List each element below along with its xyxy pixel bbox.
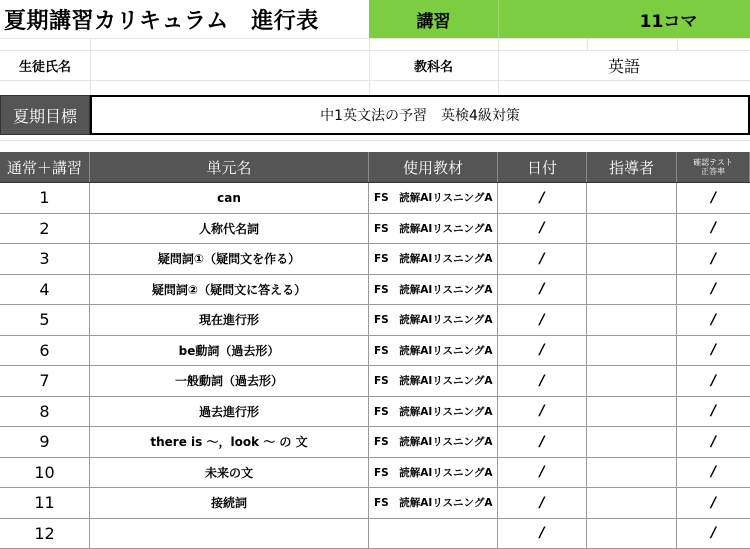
table-row <box>0 519 750 549</box>
summer-goal-text[interactable]: 中1英文法の予習 英検4級対策 <box>90 95 750 135</box>
instructor-cell[interactable] <box>587 214 677 244</box>
instructor-cell[interactable] <box>587 336 677 366</box>
material-cell[interactable]: FS 読解AIリスニングA <box>369 183 498 213</box>
test-score-cell[interactable]: / <box>677 397 750 427</box>
date-cell[interactable]: / <box>498 244 587 274</box>
student-name-field[interactable] <box>90 50 369 80</box>
test-score-cell[interactable]: / <box>677 427 750 457</box>
material-cell[interactable]: FS 読解AIリスニングA <box>369 244 498 274</box>
test-score-cell[interactable]: / <box>677 458 750 488</box>
instructor-cell[interactable] <box>587 488 677 518</box>
instructor-cell[interactable] <box>587 397 677 427</box>
lesson-number-cell: 11 <box>0 488 90 518</box>
sheet-gridline <box>587 38 588 50</box>
unit-name-cell[interactable]: 接続詞 <box>90 488 369 518</box>
subject-label: 教科名 <box>369 50 498 80</box>
test-score-cell[interactable]: / <box>677 519 750 549</box>
unit-name-cell[interactable]: 疑問詞②（疑問文に答える） <box>90 275 369 305</box>
date-cell[interactable]: / <box>498 275 587 305</box>
material-cell[interactable]: FS 読解AIリスニングA <box>369 305 498 335</box>
course-type-label: 講習 <box>369 0 498 38</box>
instructor-cell[interactable] <box>587 305 677 335</box>
lesson-number-cell: 2 <box>0 214 90 244</box>
test-score-cell[interactable]: / <box>677 488 750 518</box>
date-cell[interactable]: / <box>498 519 587 549</box>
unit-name-cell[interactable]: 過去進行形 <box>90 397 369 427</box>
instructor-cell[interactable] <box>587 458 677 488</box>
subject-value[interactable]: 英語 <box>498 50 750 80</box>
student-name-label: 生徒氏名 <box>0 50 90 80</box>
date-cell[interactable]: / <box>498 366 587 396</box>
test-score-cell[interactable]: / <box>677 305 750 335</box>
material-cell[interactable]: FS 読解AIリスニングA <box>369 275 498 305</box>
date-cell[interactable]: / <box>498 305 587 335</box>
table-row <box>0 336 750 367</box>
unit-name-cell[interactable]: there is ～，look ～ の 文 <box>90 427 369 457</box>
lesson-number-cell: 8 <box>0 397 90 427</box>
material-cell[interactable]: FS 読解AIリスニングA <box>369 397 498 427</box>
test-score-cell[interactable]: / <box>677 366 750 396</box>
test-score-cell[interactable]: / <box>677 244 750 274</box>
instructor-cell[interactable] <box>587 519 677 549</box>
header-unit-name: 単元名 <box>90 152 369 182</box>
unit-name-cell[interactable]: 疑問詞①（疑問文を作る） <box>90 244 369 274</box>
sheet-gridline <box>0 38 750 39</box>
instructor-cell[interactable] <box>587 366 677 396</box>
lesson-number-cell: 6 <box>0 336 90 366</box>
unit-name-cell[interactable]: can <box>90 183 369 213</box>
lesson-number-cell: 4 <box>0 275 90 305</box>
header-test-score <box>677 152 750 182</box>
test-score-cell[interactable]: / <box>677 183 750 213</box>
material-cell[interactable]: FS 読解AIリスニングA <box>369 488 498 518</box>
table-row <box>0 427 750 458</box>
page-title: 夏期講習カリキュラム 進行表 <box>4 4 319 35</box>
header-instructor: 指導者 <box>587 152 677 182</box>
test-score-cell[interactable]: / <box>677 336 750 366</box>
table-row <box>0 488 750 519</box>
lesson-number-cell: 12 <box>0 519 90 549</box>
material-cell[interactable] <box>369 519 498 549</box>
material-cell[interactable]: FS 読解AIリスニングA <box>369 366 498 396</box>
unit-name-cell[interactable]: 一般動詞（過去形） <box>90 366 369 396</box>
material-cell[interactable]: FS 読解AIリスニングA <box>369 336 498 366</box>
header-test-line2: 正答率 <box>701 167 725 176</box>
summer-goal-label: 夏期目標 <box>0 95 90 135</box>
test-score-cell[interactable]: / <box>677 214 750 244</box>
date-cell[interactable]: / <box>498 336 587 366</box>
unit-name-cell[interactable]: 未来の文 <box>90 458 369 488</box>
material-cell[interactable]: FS 読解AIリスニングA <box>369 427 498 457</box>
table-row <box>0 305 750 336</box>
instructor-cell[interactable] <box>587 427 677 457</box>
unit-name-cell[interactable] <box>90 519 369 549</box>
lesson-number-cell: 3 <box>0 244 90 274</box>
header-lesson-number: 通常＋講習 <box>0 152 90 182</box>
unit-name-cell[interactable]: 人称代名詞 <box>90 214 369 244</box>
lesson-number-cell: 1 <box>0 183 90 213</box>
curriculum-table <box>0 152 750 549</box>
table-row <box>0 244 750 275</box>
test-score-cell[interactable]: / <box>677 275 750 305</box>
table-row <box>0 275 750 306</box>
lesson-number-cell: 9 <box>0 427 90 457</box>
unit-name-cell[interactable]: 現在進行形 <box>90 305 369 335</box>
table-row <box>0 458 750 489</box>
material-cell[interactable]: FS 読解AIリスニングA <box>369 214 498 244</box>
lesson-number-cell: 7 <box>0 366 90 396</box>
instructor-cell[interactable] <box>587 183 677 213</box>
table-header-row <box>0 152 750 183</box>
sheet-gridline <box>0 80 750 81</box>
lesson-number-cell: 10 <box>0 458 90 488</box>
date-cell[interactable]: / <box>498 183 587 213</box>
table-row <box>0 214 750 245</box>
header-date: 日付 <box>498 152 587 182</box>
instructor-cell[interactable] <box>587 244 677 274</box>
course-count-value: 11コマ <box>587 0 750 38</box>
course-header-divider <box>498 0 499 38</box>
header-test-line1: 確認テスト <box>693 158 733 167</box>
date-cell[interactable]: / <box>498 427 587 457</box>
table-row <box>0 183 750 214</box>
date-cell[interactable]: / <box>498 214 587 244</box>
sheet-gridline <box>0 140 750 141</box>
sheet-gridline <box>677 38 678 50</box>
table-row <box>0 366 750 397</box>
date-cell[interactable]: / <box>498 397 587 427</box>
date-cell[interactable]: / <box>498 488 587 518</box>
table-row <box>0 397 750 428</box>
header-material: 使用教材 <box>369 152 498 182</box>
material-cell[interactable]: FS 読解AIリスニングA <box>369 458 498 488</box>
lesson-number-cell: 5 <box>0 305 90 335</box>
date-cell[interactable]: / <box>498 458 587 488</box>
table-body <box>0 183 750 549</box>
instructor-cell[interactable] <box>587 275 677 305</box>
unit-name-cell[interactable]: be動詞（過去形） <box>90 336 369 366</box>
